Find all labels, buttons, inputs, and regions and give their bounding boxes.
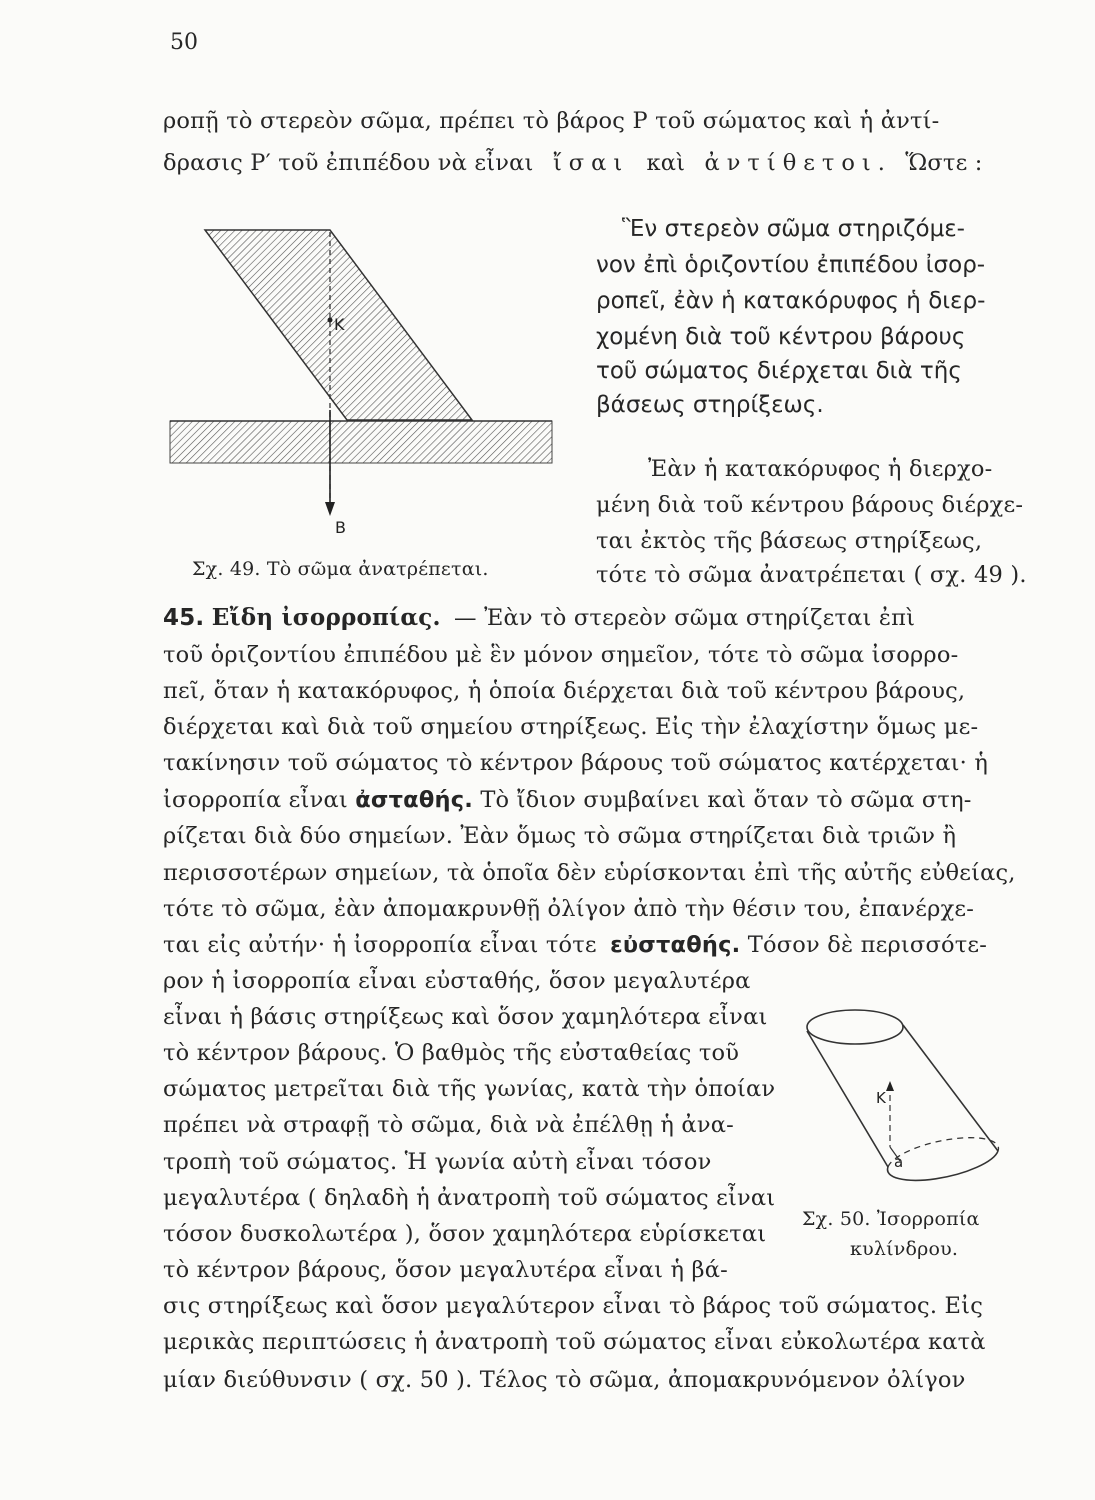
section-line-6-a: ἰσορροπία εἶναι: [163, 787, 348, 813]
section-line-16: τροπὴ τοῦ σώματος. Ἡ γωνία αὐτὴ εἶναι τόσον: [163, 1149, 712, 1175]
section-line-6: [163, 787, 972, 813]
section-line-7: ρίζεται διὰ δύο σημείων. Ἐὰν ὅμως τὸ σῶμα στηρίζεται διὰ τριῶν ἢ: [163, 823, 957, 849]
section-line-6-c: Τὸ ἴδιον συμβαίνει καὶ ὅταν τὸ σῶμα στη-: [480, 787, 972, 813]
topple-line-2: μένη διὰ τοῦ κέντρου βάρους διέρχε-: [596, 492, 1024, 518]
section-line-12: εἶναι ἡ βάσις στηρίξεως καὶ ὅσον χαμηλότερα εἶναι: [163, 1004, 768, 1030]
figure-49-label-b: B: [335, 518, 346, 537]
figure-50: [790, 995, 1040, 1195]
section-line-10-a: ται εἰς αὐτήν· ἡ ἰσορροπία εἶναι τότε: [163, 932, 597, 958]
topple-line-1: Ἐὰν ἡ κατακόρυφος ἡ διερχο-: [648, 456, 993, 482]
rule-line-1: Ἓν στερεὸν σῶμα στηριζόμε-: [622, 216, 965, 242]
section-line-14: σώματος μετρεῖται διὰ τῆς γωνίας, κατὰ τὴν ὁποίαν: [163, 1076, 776, 1102]
term-stable: εὐσταθής.: [610, 932, 741, 958]
section-line-19: τὸ κέντρον βάρους, ὅσον μεγαλυτέρα εἶναι ἡ βά-: [163, 1257, 728, 1283]
arrow-head: [886, 1081, 894, 1091]
cylinder-base-back: [888, 1138, 998, 1167]
intro-emph-antithetoi: ἀντίθετοι.: [704, 150, 892, 176]
section-line-9: τότε τὸ σῶμα, ἐὰν ἀπομακρυνθῇ ὀλίγον ἀπὸ τὴν θέσιν του, ἐπανέρχε-: [163, 896, 975, 922]
section-line-17: μεγαλυτέρα ( δηλαδὴ ἡ ἀνατροπὴ τοῦ σώματος εἶναι: [163, 1185, 776, 1211]
intro-line-2-c: καὶ: [646, 150, 686, 176]
figure-49-label-k: K: [334, 315, 345, 334]
intro-emph-isai: ἴσαι: [552, 150, 630, 176]
figure-50-caption-1: Σχ. 50. Ἰσορροπία: [802, 1208, 980, 1230]
section-line-10: [163, 932, 987, 958]
section-heading-line: [163, 604, 915, 631]
figure-50-label-k: K: [876, 1089, 886, 1107]
section-line-13: τὸ κέντρον βάρους. Ὁ βαθμὸς τῆς εὐσταθείας τοῦ: [163, 1040, 740, 1066]
section-line-15: πρέπει νὰ στραφῇ τὸ σῶμα, διὰ νὰ ἐπέλθῃ ἡ ἀνα-: [163, 1112, 734, 1138]
intro-line-2-e: Ὥστε :: [905, 150, 983, 176]
arrow-head: [325, 502, 335, 516]
term-unstable: ἀσταθής.: [355, 787, 473, 813]
rule-line-3: ροπεῖ, ἐὰν ἡ κατακόρυφος ἡ διερ-: [596, 288, 986, 314]
section-line-5: τακίνησιν τοῦ σώματος τὸ κέντρον βάρους τοῦ σώματος κατέρχεται· ἡ: [163, 750, 989, 776]
rule-line-5: τοῦ σώματος διέρχεται διὰ τῆς: [596, 358, 962, 384]
page-number: 50: [170, 30, 198, 55]
topple-line-4: τότε τὸ σῶμα ἀνατρέπεται ( σχ. 49 ).: [596, 562, 1027, 588]
section-line-1: Ἐὰν τὸ στερεὸν σῶμα στηρίζεται ἐπὶ: [484, 605, 916, 631]
section-title: Εἴδη ἰσορροπίας.: [211, 604, 441, 631]
section-line-2: τοῦ ὁριζοντίου ἐπιπέδου μὲ ἓν μόνον σημεῖον, τότε τὸ σῶμα ἰσορρο-: [163, 642, 959, 668]
center-of-mass-dot: [328, 318, 333, 323]
section-line-20: σις στηρίξεως καὶ ὅσον μεγαλύτερον εἶναι τὸ βάρος τοῦ σώματος. Εἰς: [163, 1293, 983, 1319]
cylinder-top: [807, 1010, 903, 1044]
section-line-3: πεῖ, ὅταν ἡ κατακόρυφος, ἡ ὁποία διέρχεται διὰ τοῦ κέντρου βάρους,: [163, 678, 966, 704]
figure-50-label-a: a: [894, 1153, 904, 1171]
figure-50-caption-2: κυλίνδρου.: [850, 1238, 959, 1260]
section-line-11: ρον ἡ ἰσορροπία εἶναι εὐσταθής, ὅσον μεγαλυτέρα: [163, 968, 751, 994]
section-line-21: μερικὰς περιπτώσεις ἡ ἀνατροπὴ τοῦ σώματος εἶναι εὐκολωτέρα κατὰ: [163, 1329, 986, 1355]
figure-49: [160, 220, 580, 540]
ground-plane: [170, 421, 552, 463]
section-dash: —: [454, 605, 477, 631]
intro-line-2-a: δρασις P′ τοῦ ἐπιπέδου νὰ εἶναι: [163, 150, 534, 176]
rule-line-2: νον ἐπὶ ὁριζοντίου ἐπιπέδου ἰσορ-: [596, 252, 986, 278]
intro-line-1: ροπῇ τὸ στερεὸν σῶμα, πρέπει τὸ βάρος P τοῦ σώματος καὶ ἡ ἀντί-: [163, 108, 940, 134]
rule-line-4: χομένη διὰ τοῦ κέντρου βάρους: [596, 324, 966, 350]
section-line-4: διέρχεται καὶ διὰ τοῦ σημείου στηρίξεως. Εἰς τὴν ἐλαχίστην ὅμως με-: [163, 714, 979, 740]
rule-line-6: βάσεως στηρίξεως.: [596, 392, 824, 418]
intro-line-2: [163, 150, 983, 176]
section-line-10-c: Τόσον δὲ περισσότε-: [747, 932, 988, 958]
topple-line-3: ται ἐκτὸς τῆς βάσεως στηρίξεως,: [596, 528, 983, 554]
section-line-18: τόσον δυσκολωτέρα ), ὅσον χαμηλότερα εὑρίσκεται: [163, 1221, 767, 1247]
section-number: 45.: [163, 605, 205, 631]
section-line-8: περισσοτέρων σημείων, τὰ ὁποῖα δὲν εὑρίσκονται ἐπὶ τῆς αὐτῆς εὐθείας,: [163, 860, 1016, 886]
figure-49-caption: Σχ. 49. Τὸ σῶμα ἀνατρέπεται.: [192, 558, 489, 580]
section-line-22: μίαν διεύθυνσιν ( σχ. 50 ). Τέλος τὸ σῶμα, ἀπομακρυνόμενον ὀλίγον: [163, 1367, 966, 1393]
cylinder-base-front: [888, 1151, 998, 1180]
